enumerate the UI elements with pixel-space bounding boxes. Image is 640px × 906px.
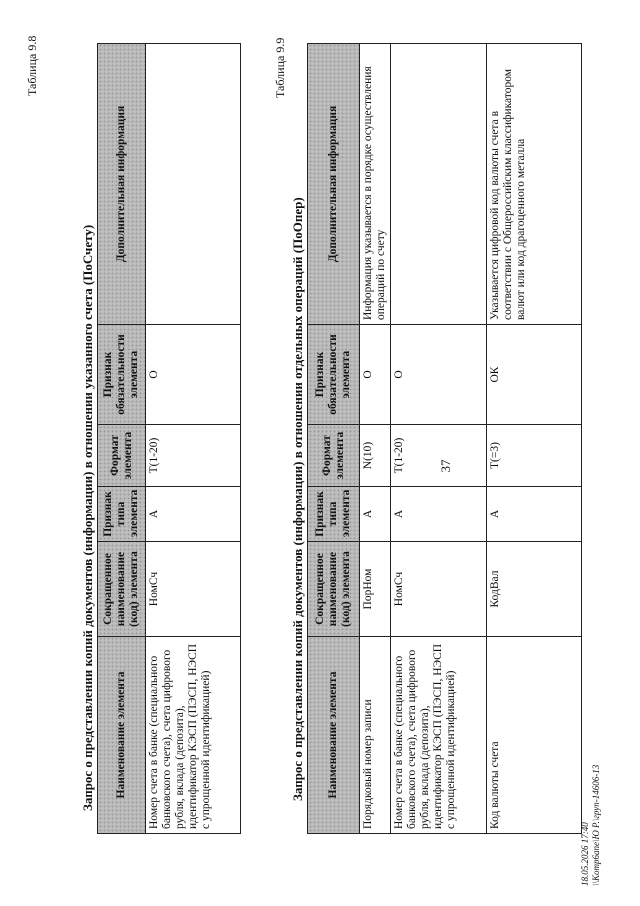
table-9-9 (307, 43, 582, 834)
header-cell: Формат элемента (98, 425, 146, 487)
header-cell: Признак типа элемента (308, 487, 360, 542)
cell-info (391, 44, 487, 325)
header-cell: Формат элемента (308, 425, 360, 487)
cell-code: ПорНом (360, 542, 391, 637)
table-row (391, 44, 487, 834)
footer-timestamp: 18.05.2026 17:40 (580, 822, 590, 886)
footer-path: \\Komp6ane\Ю Р.\груп-14606-13 (591, 764, 601, 886)
cell-name: Номер счета в банке (специального банковского счета), счета цифрового рубля, вклада (депозита), идентификатор КЭСП (ПЭСП, НЭСП с упрощенной идентификацией) (146, 637, 241, 834)
table-row (360, 44, 391, 834)
cell-format: Т(=3) (487, 425, 582, 487)
cell-code: НомСч (391, 542, 487, 637)
table-9-8 (97, 43, 241, 834)
header-cell: Сокращенное наименование (код) элемента (98, 542, 146, 637)
cell-format: Т(1-20) (391, 425, 487, 487)
header-cell: Сокращенное наименование (код) элемента (308, 542, 360, 637)
cell-required: О (391, 325, 487, 425)
cell-type: А (391, 487, 487, 542)
header-cell: Признак обязательности элемента (98, 325, 146, 425)
cell-required: О (146, 325, 241, 425)
header-cell: Признак типа элемента (98, 487, 146, 542)
cell-info (146, 44, 241, 325)
header-cell: Признак обязательности элемента (308, 325, 360, 425)
cell-required: О (360, 325, 391, 425)
page-number: 37 (438, 459, 453, 473)
table-9-9-title: Запрос о представлении копий документов (информации) в отношении отдельных операций (ПоОпер) (290, 197, 305, 801)
cell-format: N(10) (360, 425, 391, 487)
table-9-9-label: Таблица 9.9 (273, 37, 287, 98)
cell-info: Указывается цифровой код валюты счета в соответствии с Общероссийским классификатором валют или код драгоценного металла (487, 44, 582, 325)
cell-name: Номер счета в банке (специального банковского счета), счета цифрового рубля, вклада (депозита), идентификатор КЭСП (ПЭСП, НЭСП с упрощенной идентификацией) (391, 637, 487, 834)
table-header-row (308, 44, 360, 834)
cell-type: А (487, 487, 582, 542)
cell-code: КодВал (487, 542, 582, 637)
header-cell: Дополнительная информация (98, 44, 146, 325)
cell-type: А (146, 487, 241, 542)
cell-type: А (360, 487, 391, 542)
cell-code: НомСч (146, 542, 241, 637)
cell-required: ОК (487, 325, 582, 425)
cell-name: Порядковый номер записи (360, 637, 391, 834)
table-header-row (98, 44, 146, 834)
cell-name: Код валюты счета (487, 637, 582, 834)
cell-info: Информация указывается в порядке осуществления операций по счету (360, 44, 391, 325)
header-cell: Наименование элемента (308, 637, 360, 834)
table-row (146, 44, 241, 834)
header-cell: Наименование элемента (98, 637, 146, 834)
header-cell: Дополнительная информация (308, 44, 360, 325)
table-9-8-title: Запрос о представлении копий документов (информации) в отношении указанного счета (ПоСчету) (80, 224, 95, 811)
cell-format: Т(1-20) (146, 425, 241, 487)
table-9-8-label: Таблица 9.8 (25, 35, 39, 96)
table-row (487, 44, 582, 834)
